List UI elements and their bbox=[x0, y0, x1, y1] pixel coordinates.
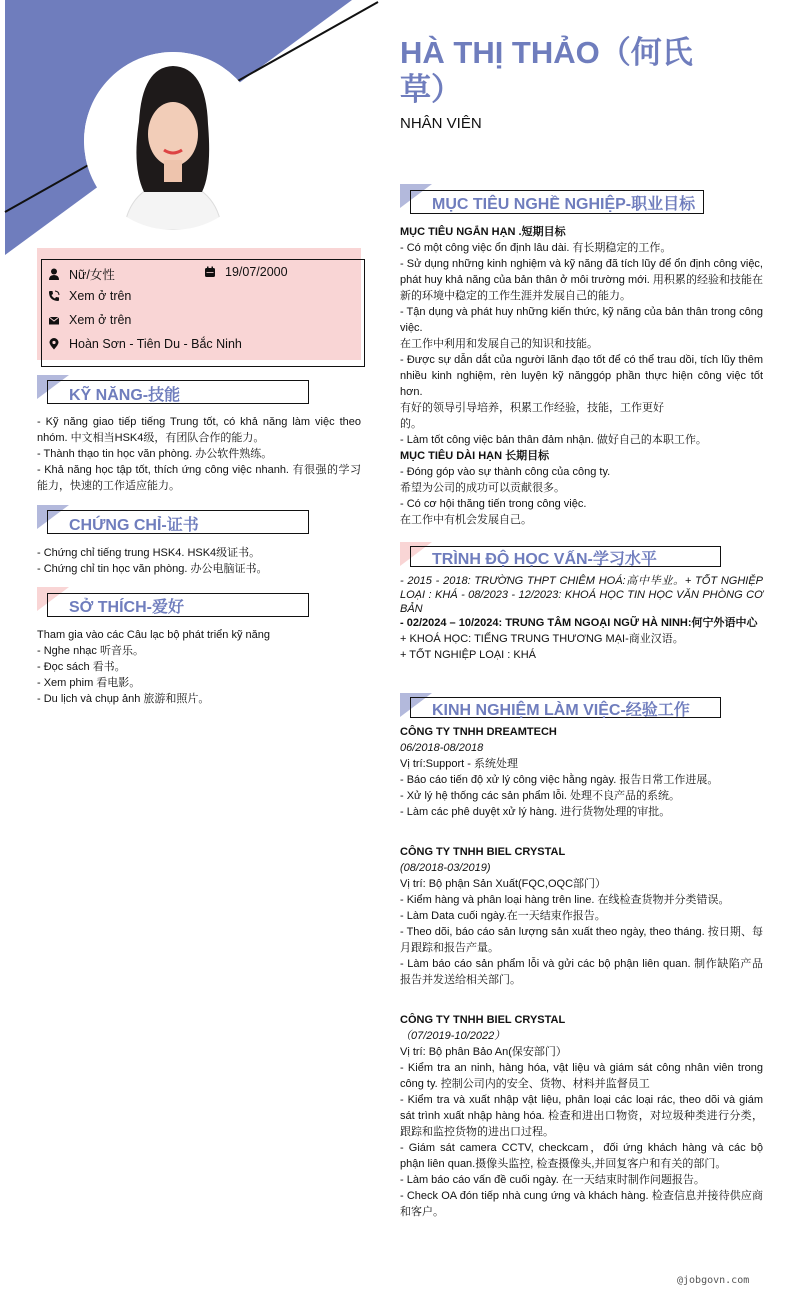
job-entry bbox=[400, 1012, 763, 1220]
text-line: - Du lịch và chụp ảnh 旅游和照片。 bbox=[37, 693, 210, 705]
text-line: - Kiểm hàng và phân loại hàng trên line. 在线检查货物并分类错误。 bbox=[400, 894, 730, 906]
hobbies-list bbox=[37, 627, 361, 707]
job-entry bbox=[400, 724, 763, 820]
text-line: - Giám sát camera CCTV, checkcam，đối ứng khách hàng và các bộ phận liên quan.摄像头监控, 检查摄像头,并回复客户和有关的部门。 bbox=[400, 1142, 763, 1170]
user-icon bbox=[48, 268, 60, 280]
education-list bbox=[400, 574, 763, 664]
text-line: (08/2018-03/2019) bbox=[400, 862, 491, 874]
birthday-value: 19/07/2000 bbox=[225, 265, 288, 279]
text-line: 在工作中有机会发展自己。 bbox=[400, 514, 532, 526]
text-line: MỤC TIÊU DÀI HẠN 长期目标 bbox=[400, 450, 550, 462]
job-title: NHÂN VIÊN bbox=[400, 115, 482, 132]
text-line: - Thành thạo tin học văn phòng. 办公软件熟练。 bbox=[37, 448, 273, 460]
education-title: TRÌNH ĐỘ HỌC VẤN-学习水平 bbox=[432, 551, 657, 568]
text-line: - Làm tốt công việc bản thân đảm nhận. 做好自己的本职工作。 bbox=[400, 434, 707, 446]
gender-value: Nữ/女性 bbox=[69, 268, 115, 282]
text-line: （07/2019-10/2022） bbox=[400, 1030, 506, 1042]
text-line: 在工作中利用和发展自己的知识和技能。 bbox=[400, 338, 598, 350]
text-line: Vị trí: Bộ phận Sản Xuất(FQC,OQC部门） bbox=[400, 878, 607, 890]
birthday-row bbox=[204, 265, 288, 279]
text-line: - Xem phim 看电影。 bbox=[37, 677, 141, 689]
candidate-name: HÀ THỊ THẢO（何氏草） bbox=[400, 35, 693, 107]
email-row bbox=[48, 313, 131, 327]
text-line: - Kiểm tra và xuất nhập vật liệu, phân loại các loại rác, theo dõi và giám sát trình xuất nhập hàng hóa. 检查和进出口物资，对垃圾种类进行分类，跟踪和监控货物的进出口过程。 bbox=[400, 1094, 763, 1138]
text-line: 有好的领导引导培养，积累工作经验，技能，工作更好 bbox=[400, 402, 664, 414]
text-line: Vị trí:Support - 系统处理 bbox=[400, 758, 518, 770]
email-value: Xem ở trên bbox=[69, 313, 132, 327]
text-line: - Đọc sách 看书。 bbox=[37, 661, 126, 673]
text-line: - Làm báo cáo sản phẩm lỗi và gửi các bộ phận liên quan. 制作缺陷产品报告并发送给相关部门。 bbox=[400, 958, 763, 986]
phone-icon bbox=[48, 290, 60, 302]
text-line: - Được sự dẫn dắt của người lãnh đạo tốt để có thể trau dồi, tích lũy thêm nhiều kinh nghiệm, rèn luyện kỹ nănggóp phần thực hiện công việc tốt hơn. bbox=[400, 354, 763, 398]
address-value: Hoàn Sơn - Tiên Du - Bắc Ninh bbox=[69, 337, 242, 351]
footer-watermark: @jobgovn.com bbox=[677, 1275, 750, 1286]
text-line: Vị trí: Bộ phân Bảo An(保安部门） bbox=[400, 1046, 567, 1058]
text-line: - Khả năng học tập tốt, thích ứng công việc nhanh. 有很强的学习能力，快速的工作适应能力。 bbox=[37, 464, 361, 492]
text-line: - Báo cáo tiến độ xử lý công việc hằng ngày. 报告日常工作进展。 bbox=[400, 774, 719, 786]
text-line: - Nghe nhạc 听音乐。 bbox=[37, 645, 144, 657]
text-line: 希望为公司的成功可以贡献很多。 bbox=[400, 482, 565, 494]
certificates-title: CHỨNG CHỈ-证书 bbox=[69, 517, 199, 534]
text-line: - Đóng góp vào sự thành công của công ty. bbox=[400, 466, 611, 478]
text-line: - 02/2024 – 10/2024: TRUNG TÂM NGOẠI NGỮ HÀ NINH:何宁外语中心 bbox=[400, 617, 758, 629]
text-line: - Tận dụng và phát huy những kiến thức, kỹ năng của bản thân trong công việc. bbox=[400, 306, 763, 334]
text-line: MỤC TIÊU NGẮN HẠN .短期目标 bbox=[400, 226, 566, 238]
text-line: - Sử dụng những kinh nghiệm và kỹ năng đã tích lũy để ổn định công việc, phát huy khả năng của bản thân ở môi trường mới. 用积累的经验和技能在新的环境中稳定的工作生涯并发展自己的能力。 bbox=[400, 258, 763, 302]
text-line: - Chứng chỉ tiếng trung HSK4. HSK4级证书。 bbox=[37, 547, 261, 559]
text-line: CÔNG TY TNHH BIEL CRYSTAL bbox=[400, 1014, 566, 1026]
text-line: - Kiểm tra an ninh, hàng hóa, vật liệu và giám sát công nhân viên trong công ty. 控制公司内的安全、货物、材料并监督员工 bbox=[400, 1062, 763, 1090]
address-row bbox=[48, 337, 242, 351]
text-line: CÔNG TY TNHH BIEL CRYSTAL bbox=[400, 846, 566, 858]
skills-title: KỸ NĂNG-技能 bbox=[69, 387, 181, 404]
gender-row bbox=[48, 265, 115, 283]
objectives-list bbox=[400, 224, 763, 528]
hobbies-title: SỞ THÍCH-爱好 bbox=[69, 599, 184, 616]
text-line: 的。 bbox=[400, 418, 422, 430]
text-line: - 2015 - 2018: TRƯỜNG THPT CHIÊM HOÁ:高中毕业。+ TỐT NGHIỆP LOẠI : KHÁ - 08/2023 - 12/2023: KHOÁ HỌC TIN HỌC VĂN PHÒNG CƠ BẢN bbox=[400, 575, 763, 615]
text-line: - Làm các phê duyệt xử lý hàng. 进行货物处理的审批。 bbox=[400, 806, 671, 818]
job-entry bbox=[400, 844, 763, 988]
skills-list bbox=[37, 414, 361, 494]
text-line: - Có cơ hội thăng tiến trong công việc. bbox=[400, 498, 587, 510]
text-line: - Làm Data cuối ngày.在一天结束作报告。 bbox=[400, 910, 606, 922]
certificates-list bbox=[37, 545, 361, 577]
calendar-icon bbox=[204, 266, 216, 278]
text-line: - Theo dõi, báo cáo sản lượng sản xuất theo ngày, theo tháng. 按日期、每月跟踪和报告产量。 bbox=[400, 926, 763, 954]
phone-row bbox=[48, 289, 131, 303]
map-pin-icon bbox=[48, 338, 60, 350]
profile-photo bbox=[84, 52, 262, 230]
text-line: + KHOÁ HỌC: TIẾNG TRUNG THƯƠNG MẠI-商业汉语。 bbox=[400, 633, 684, 645]
text-line: + TỐT NGHIỆP LOẠI : KHÁ bbox=[400, 649, 537, 661]
experience-title: KINH NGHIỆM LÀM VIỆC-经验工作 bbox=[432, 702, 690, 719]
text-line: - Kỹ năng giao tiếp tiếng Trung tốt, có khả năng làm việc theo nhóm. 中文相当HSK4级，有团队合作的能力。 bbox=[37, 416, 361, 444]
text-line: - Làm báo cáo vấn đề cuối ngày. 在一天结束时制作问题报告。 bbox=[400, 1174, 705, 1186]
text-line: CÔNG TY TNHH DREAMTECH bbox=[400, 726, 557, 738]
text-line: - Có một công việc ổn định lâu dài. 有长期稳定的工作。 bbox=[400, 242, 672, 254]
text-line: - Check OA đón tiếp nhà cung ứng và khách hàng. 检查信息并接待供应商和客户。 bbox=[400, 1190, 763, 1218]
objectives-title: MỤC TIÊU NGHỀ NGHIỆP-职业目标 bbox=[432, 196, 696, 213]
phone-value: Xem ở trên bbox=[69, 289, 132, 303]
text-line: - Chứng chỉ tin học văn phòng. 办公电脑证书。 bbox=[37, 563, 268, 575]
text-line: Tham gia vào các Câu lạc bộ phát triển kỹ năng bbox=[37, 629, 270, 641]
text-line: 06/2018-08/2018 bbox=[400, 742, 484, 754]
envelope-icon bbox=[48, 314, 60, 326]
text-line: - Xử lý hệ thống các sản phẩm lỗi. 处理不良产品的系统。 bbox=[400, 790, 681, 802]
